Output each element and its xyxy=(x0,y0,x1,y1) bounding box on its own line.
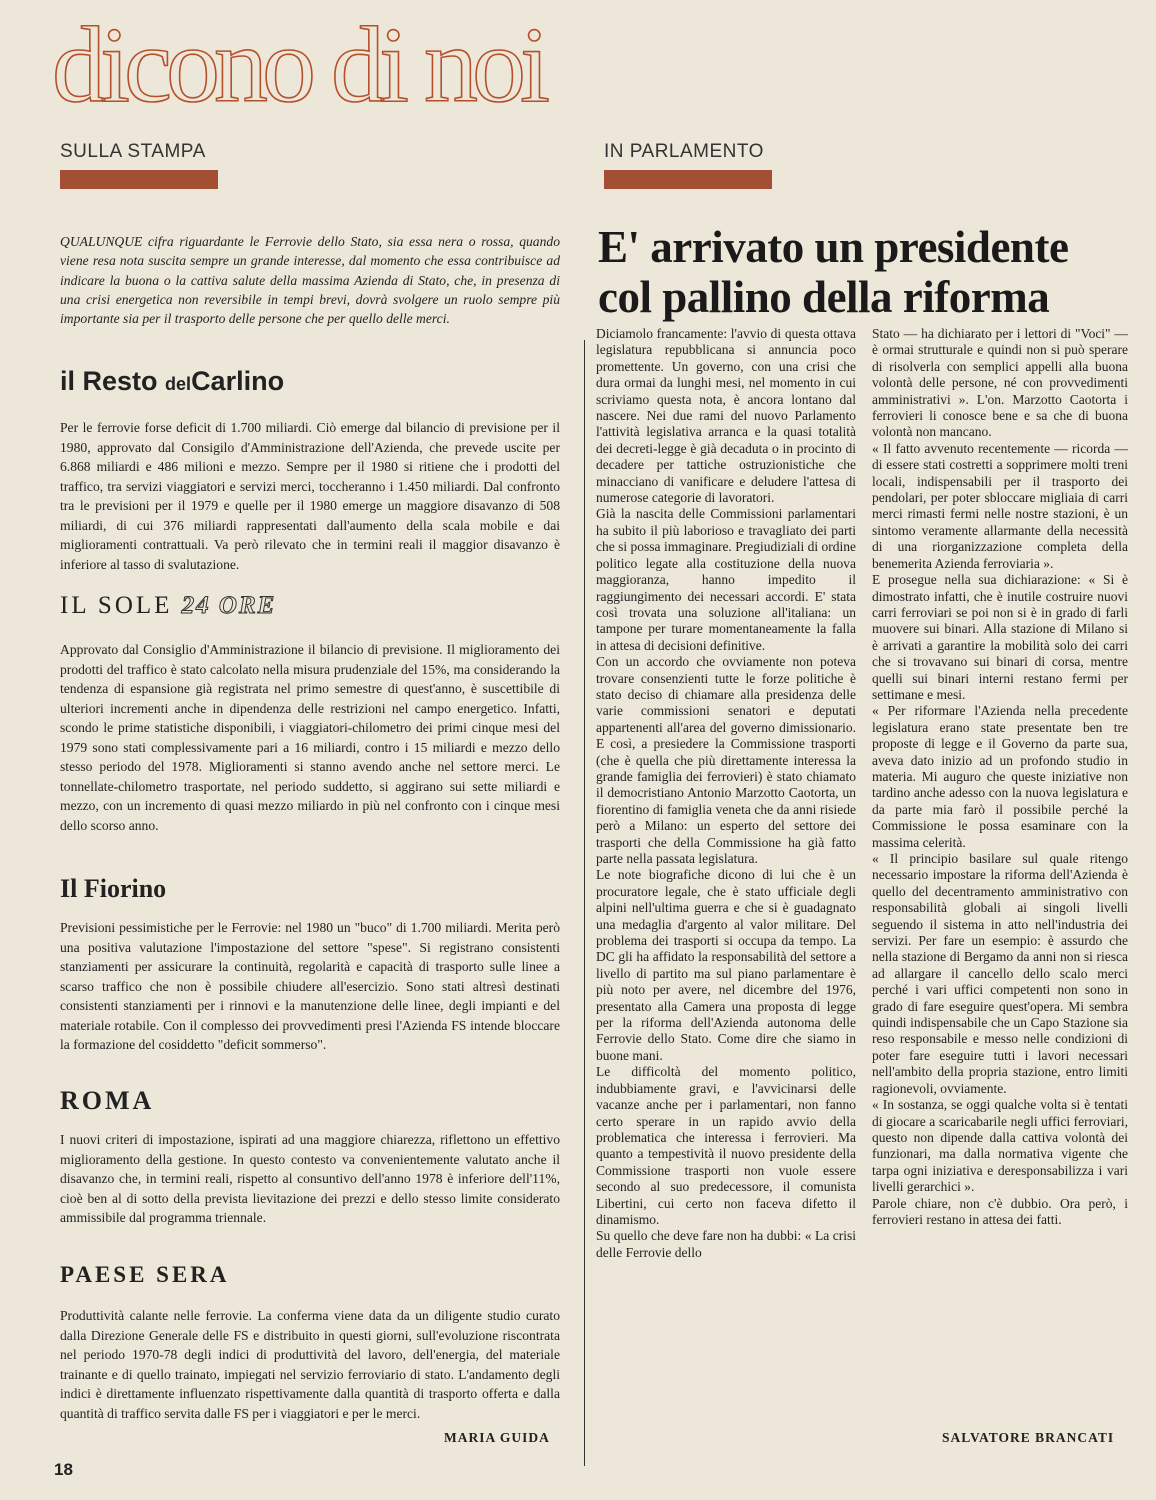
article-paragraph: « In sostanza, se oggi qualche volta si è tentati di giocare a scaricabarile negli uffici ferroviari, questo non dipende dalla cattiva volontà dei funzionari, ma dalla normativa vigente che tarpa ogni iniziativa e deresponsabilizza i vari livelli gerarchici ». xyxy=(872,1097,1128,1195)
article-paragraph: « Il principio basilare sul quale ritengo necessario impostare la riforma dell'Azienda è quello del decentramento amministrativo con responsabilità globali ai singoli livelli seguendo il sistema in atto nell'industria dei servizi. Per fare un esempio: è assurdo che nella stazione di Bergamo da anni non si riesca ad allargare il cancello dello scalo merci perché i vari uffici competenti non sono in grado di fare eseguire quest'opera. Mi sembra quindi indispensabile che un Capo Stazione sia reso responsabile e messo nelle condizioni di poter fare eseguire tutti i lavori necessari nell'ambito della propria stazione, entro limiti ragionevoli, ovviamente. xyxy=(872,851,1128,1096)
section-bar-stampa xyxy=(60,170,218,189)
carlino-name-a: il Resto xyxy=(60,366,158,396)
newspaper-logo-paese-sera: PAESE SERA xyxy=(60,1262,230,1287)
article-paragraph: E prosegue nella sua dichiarazione: « Si è dimostrato infatti, che è inutile costruire nuovi carri ferroviari se poi non si è in grado di farli muovere sui binari. Alla stazione di Milano si è arrivati a garantire la mobilità solo dei carri che si trovavano sui binari di corsa, mentre quelli sui binari interni restano fermi per settimane e mesi. xyxy=(872,572,1128,702)
article-paragraph: Su quello che deve fare non ha dubbi: « La crisi delle Ferrovie dello xyxy=(596,1228,856,1260)
fiorino-text: Previsioni pessimistiche per le Ferrovie: nel 1980 un "buco" di 1.700 miliardi. Merita però una positiva valutazione l'impostazione del settore "spese". Si registrano consistenti stanziamenti per assicurare la continuità, regolarità e capacità di trasporto sulle linee a scarso traffico che non è possibile chiudere all'esercizio. Sono stati altresì destinati consistenti stanziamenti per i rinnovi e la manutenzione delle linee, degli impianti e del materiale rotabile. Con il complesso dei provvedimenti presi l'Azienda FS intende bloccare la formazione del cosiddetto "deficit sommerso". xyxy=(60,920,560,1052)
paese-text: Produttività calante nelle ferrovie. La conferma viene data da un diligente studio curato dalla Direzione Generale delle FS e distribuito in questi giorni, sull'evoluzione riscontrata nel periodo 1970-78 degli indici di produttività del lavoro, dell'energia, del materiale trainante e di quello trainato, impiegati nel servizio ferroviario di stato. L'andamento degli indici è direttamente influenzato rispettivamente dalla quantità di trasporto offerta e dalla quantità di traffico servita dalle FS per i viaggiatori e per le merci. xyxy=(60,1308,560,1421)
section-bar-parlamento xyxy=(604,170,772,189)
article-paragraph: Stato — ha dichiarato per i lettori di "Voci" — è ormai strutturale e quindi non si può sperare di risolverla con semplici appelli alla buona volontà delle persone, né con provvedimenti amministrativi ». L'on. Marzotto Caotorta i ferrovieri li conosce bene e sa che di buona volontà non mancano. xyxy=(872,326,1128,440)
section-label-parlamento: IN PARLAMENTO xyxy=(604,141,764,162)
newspaper-logo-fiorino: Il Fiorino xyxy=(60,874,167,903)
sole-text: Approvato dal Consiglio d'Amministrazione il bilancio di previsione. Il miglioramento dei prodotti del traffico è stato calcolato nella misura prudenziale del 15%, ma considerando la tendenza di espansione già registrata nel primo semestre di quest'anno, è suscettibile di ulteriori incrementi anche in dipendenza delle restrizioni nel campo energetico. Infatti, scondo le prime statistiche disponibili, i viaggiatori-chilometro dei primi cinque mesi del 1979 sono stati complessivamente pari a 16 miliardi, contro i 15 miliardi e mezzo dello stesso periodo del 1978. Miglioramenti si stanno avendo anche nel settore merci. Le tonnellate-chilometro trasportate, nel periodo suddetto, si aggirano sui sette miliardi e mezzo, con un incremento di quasi mezzo miliardo in più nel confronto con i cinque mesi dello scorso anno. xyxy=(60,642,560,833)
signature-left: MARIA GUIDA xyxy=(444,1430,550,1445)
column-divider xyxy=(584,340,585,1466)
article-paragraph: « Il fatto avvenuto recentemente — ricorda — di essere stati costretti a sopprimere molti treni locali, indispensabili per il trasporto dei pendolari, per poter sbloccare migliaia di carri merci rimasti fermi nelle nostre stazioni, è un sintomo veramente allarmante della necessità di una riorganizzazione completa della benemerita Azienda ferroviaria ». xyxy=(872,440,1128,571)
intro-paragraph: QUALUNQUE cifra riguardante le Ferrovie dello Stato, sia essa nera o rossa, quando viene resa nota suscita sempre un grande interesse, dal momento che essa contribuisce ad indicare la buona o la cattiva salute della massima Azienda di Stato, che, in presenza di una crisi energetica non reversibile in tempi brevi, dovrà svolgere un ruolo sempre più importante sia per il trasporto delle persone che per quello delle merci. xyxy=(60,234,560,327)
masthead-title: dicono di noi xyxy=(52,6,544,125)
newspaper-logo-roma: ROMA xyxy=(60,1086,155,1115)
article-column-2 xyxy=(872,326,1128,1228)
page-number: 18 xyxy=(54,1460,73,1479)
article-paragraph: Parole chiare, non c'è dubbio. Ora però, i ferrovieri restano in attesa dei fatti. xyxy=(872,1195,1128,1227)
article-paragraph: Già la nascita delle Commissioni parlamentari ha subito il più laborioso e travagliato dei parti che si possa immaginare. Pregiudiziali di ordine politico legate alla costituzione della nuova maggioranza, hanno impedito il raggiungimento dei necessari accordi. E' stata così trovata una soluzione all'italiana: un tampone per turare momentaneamente la falla in attesa di decisioni definitive. xyxy=(596,506,856,653)
sole-name-b: 24 ORE xyxy=(181,592,277,619)
sole-name-a: IL SOLE xyxy=(60,592,173,619)
carlino-name-b: del xyxy=(165,374,192,394)
article-paragraph: Diciamolo francamente: l'avvio di questa ottava legislatura repubblicana si annuncia poco promettente. Un governo, con una crisi che dura ormai da lunghi mesi, nel momento in cui scriviamo questa nota, è ancora lontano dal nascere. Nei due rami del nuovo Parlamento l'attività legislativa arranca e la quasi totalità dei decreti-legge è già decaduta o in procinto di decadere per tattiche ostruzionistiche che minacciano di vanificare e deludere l'attesa di numerose categorie di lavoratori. xyxy=(596,326,856,506)
signature-right: SALVATORE BRANCATI xyxy=(942,1430,1115,1445)
article-paragraph: Con un accordo che ovviamente non poteva trovare consenzienti tutte le forze politiche è stato deciso di chiamare alla presidenza delle varie commissioni senatori e deputati appartenenti all'area del governo dimissionario. E così, a presiedere la Commissione trasporti (che è quella che più direttamente interessa la grande famiglia dei ferrovieri) è stato chiamato il democristiano Antonio Marzotto Caotorta, un fiorentino di famiglia veneta che da anni risiede però a Milano: un esperto del settore dei trasporti che della Commissione ha già fatto parte nella passata legislatura. xyxy=(596,654,856,866)
article-paragraph: Le difficoltà del momento politico, indubbiamente gravi, e l'avvicinarsi delle vacanze anche per i parlamentari, non fanno certo sperare in un rapido avvio della problematica che interessa i ferrovieri. Ma quanto a tempestività il nuovo presidente della Commissione trasporti non vuole essere secondo al suo predecessore, il comunista Libertini, cui certo non faceva difetto il dinamismo. xyxy=(596,1064,856,1227)
roma-text: I nuovi criteri di impostazione, ispirati ad una maggiore chiarezza, riflettono un effettivo miglioramento della gestione. In questo contesto va convenientemente valutato anche il disavanzo che, in termini reali, rispetto al consuntivo dell'anno 1978 è inferiore dell'11%, cioè ben al di sotto della prevista lievitazione dei prezzi e dello stesso limite considerato ammissibile dal programma triennale. xyxy=(60,1132,560,1225)
section-label-stampa: SULLA STAMPA xyxy=(60,141,206,162)
newspaper-logo-sole xyxy=(60,592,276,620)
carlino-text: Per le ferrovie forse deficit di 1.700 miliardi. Ciò emerge dal bilancio di previsione per il 1980, approvato dal Consigilo d'Amministrazione dell'Azienda, che prevede uscite per 6.868 miliardi e 486 milioni e mezzo. Sempre per il 1980 si ritiene che i prodotti del traffico, tra servizi viaggiatori e servizi merci, toccheranno i 1.450 miliardi. Dal confronto tra le previsioni per il 1979 e quelle per il 1980 emerge un maggiore disavanzo di 508 miliardi, di cui 376 miliardi rappresentati dall'aumento della scala mobile e dai miglioramenti contrattuali. Va però rilevato che in termini reali il maggior disavanzo è inferiore al tasso di svalutazione. xyxy=(60,420,560,572)
article-paragraph: « Per riformare l'Azienda nella precedente legislatura erano state presentate ben tre proposte di legge e il Governo da parte sua, aveva dato inizio ad un profondo studio in materia. Mi auguro che queste iniziative non tardino anche adesso con la nuova legislatura e da parte mia farò il possibile perché la Commissione le possa esaminare con la massima celerità. xyxy=(872,703,1128,850)
newspaper-logo-carlino xyxy=(60,366,284,397)
article-paragraph: Le note biografiche dicono di lui che è un procuratore legale, che è stato ufficiale degli alpini nell'ultima guerra e che si è guadagnato una medaglia d'argento al valor militare. Del problema dei trasporti si occupa da tempo. La DC gli ha affidato la responsabilità del settore a livello di partito ma sul piano parlamentare è più noto per avere, nel dicembre del 1976, presentato alla Camera una proposta di legge per la riforma dell'Azienda autonoma delle Ferrovie dello Stato. Come dire che siamo in buone mani. xyxy=(596,867,856,1063)
article-headline: E' arrivato un presidente col pallino della riforma xyxy=(598,222,1069,322)
carlino-name-c: Carlino xyxy=(191,366,285,396)
article-column-1 xyxy=(596,326,856,1261)
